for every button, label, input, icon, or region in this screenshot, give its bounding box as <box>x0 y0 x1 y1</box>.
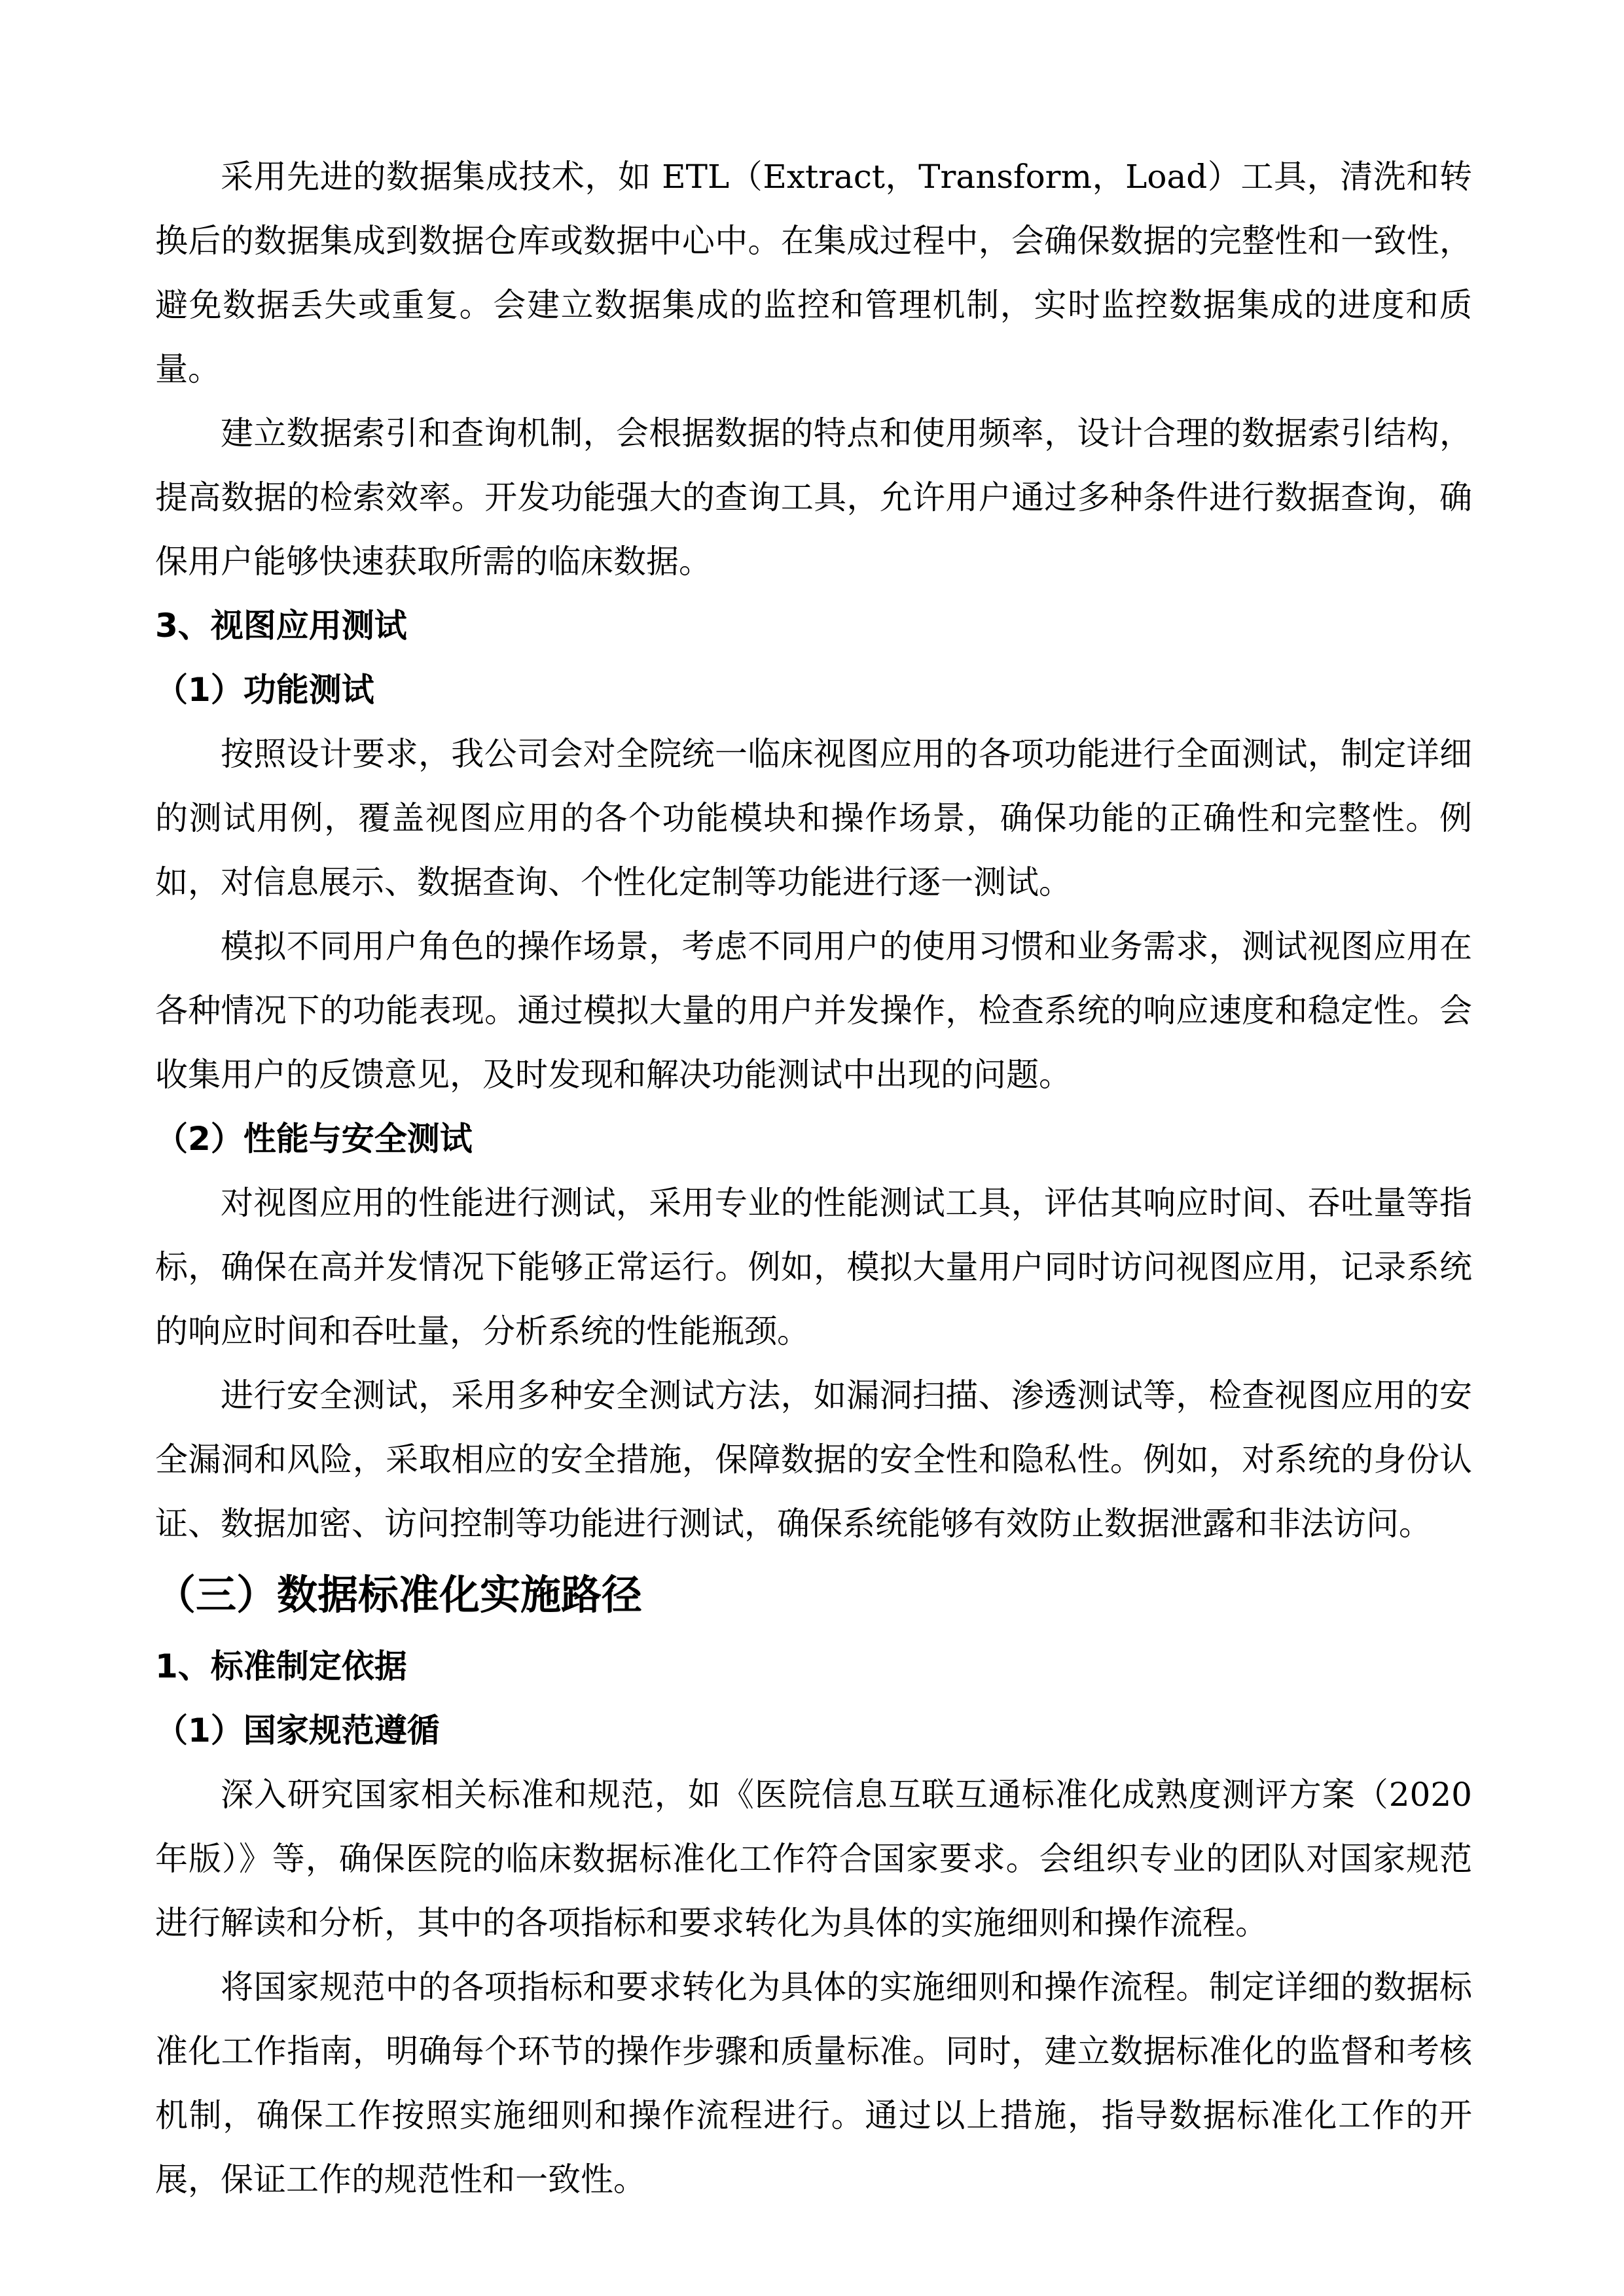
heading-1-national-standards-compliance: （1）国家规范遵循 <box>155 1712 440 1749</box>
para-security-testing: 进行安全测试，采用多种安全测试方法，如漏洞扫描、渗透测试等，检查视图应用的安全漏洞和风险，采取相应的安全措施，保障数据的安全性和隐私性。例如，对系统的身份认证、数据加密、访问控制等功能进行测试，确保系统能够有效防止数据泄露和非法访问。 <box>155 1376 1472 1543</box>
para-data-integration: 采用先进的数据集成技术，如 ETL（Extract，Transform，Load）工具，清洗和转换后的数据集成到数据仓库或数据中心中。在集成过程中，会确保数据的完整性和一致性，避免数据丢失或重复。会建立数据集成的监控和管理机制，实时监控数据集成的进度和质量。 <box>155 158 1472 388</box>
para-data-index-query: 建立数据索引和查询机制，会根据数据的特点和使用频率，设计合理的数据索引结构，提高数据的检索效率。开发功能强大的查询工具，允许用户通过多种条件进行数据查询，确保用户能够快速获取所需的临床数据。 <box>155 414 1472 581</box>
para-national-standards-research: 深入研究国家相关标准和规范，如《医院信息互联互通标准化成熟度测评方案（2020年版）》等，确保医院的临床数据标准化工作符合国家要求。会组织专业的团队对国家规范进行解读和分析，其中的各项指标和要求转化为具体的实施细则和操作流程。 <box>155 1776 1472 1942</box>
heading-3-view-app-testing: 3、视图应用测试 <box>155 607 407 645</box>
para-performance-testing: 对视图应用的性能进行测试，采用专业的性能测试工具，评估其响应时间、吞吐量等指标，确保在高并发情况下能够正常运行。例如，模拟大量用户同时访问视图应用，记录系统的响应时间和吞吐量，分析系统的性能瓶颈。 <box>155 1184 1472 1350</box>
para-user-role-simulation: 模拟不同用户角色的操作场景，考虑不同用户的使用习惯和业务需求，测试视图应用在各种情况下的功能表现。通过模拟大量的用户并发操作，检查系统的响应速度和稳定性。会收集用户的反馈意见，及时发现和解决功能测试中出现的问题。 <box>155 927 1472 1094</box>
heading-2-performance-security-testing: （2）性能与安全测试 <box>155 1120 473 1158</box>
heading-1-functional-testing: （1）功能测试 <box>155 671 374 709</box>
para-standards-implementation-rules: 将国家规范中的各项指标和要求转化为具体的实施细则和操作流程。制定详细的数据标准化工作指南，明确每个环节的操作步骤和质量标准。同时，建立数据标准化的监督和考核机制，确保工作按照实施细则和操作流程进行。通过以上措施，指导数据标准化工作的开展，保证工作的规范性和一致性。 <box>155 1968 1472 2198</box>
heading-1-standard-basis: 1、标准制定依据 <box>155 1647 407 1685</box>
para-functional-testing-plan: 按照设计要求，我公司会对全院统一临床视图应用的各项功能进行全面测试，制定详细的测试用例，覆盖视图应用的各个功能模块和操作场景，确保功能的正确性和完整性。例如，对信息展示、数据查询、个性化定制等功能进行逐一测试。 <box>155 735 1472 901</box>
document-content <box>155 145 1472 2212</box>
heading-section-3-data-standardization-path: （三）数据标准化实施路径 <box>155 1571 643 1619</box>
